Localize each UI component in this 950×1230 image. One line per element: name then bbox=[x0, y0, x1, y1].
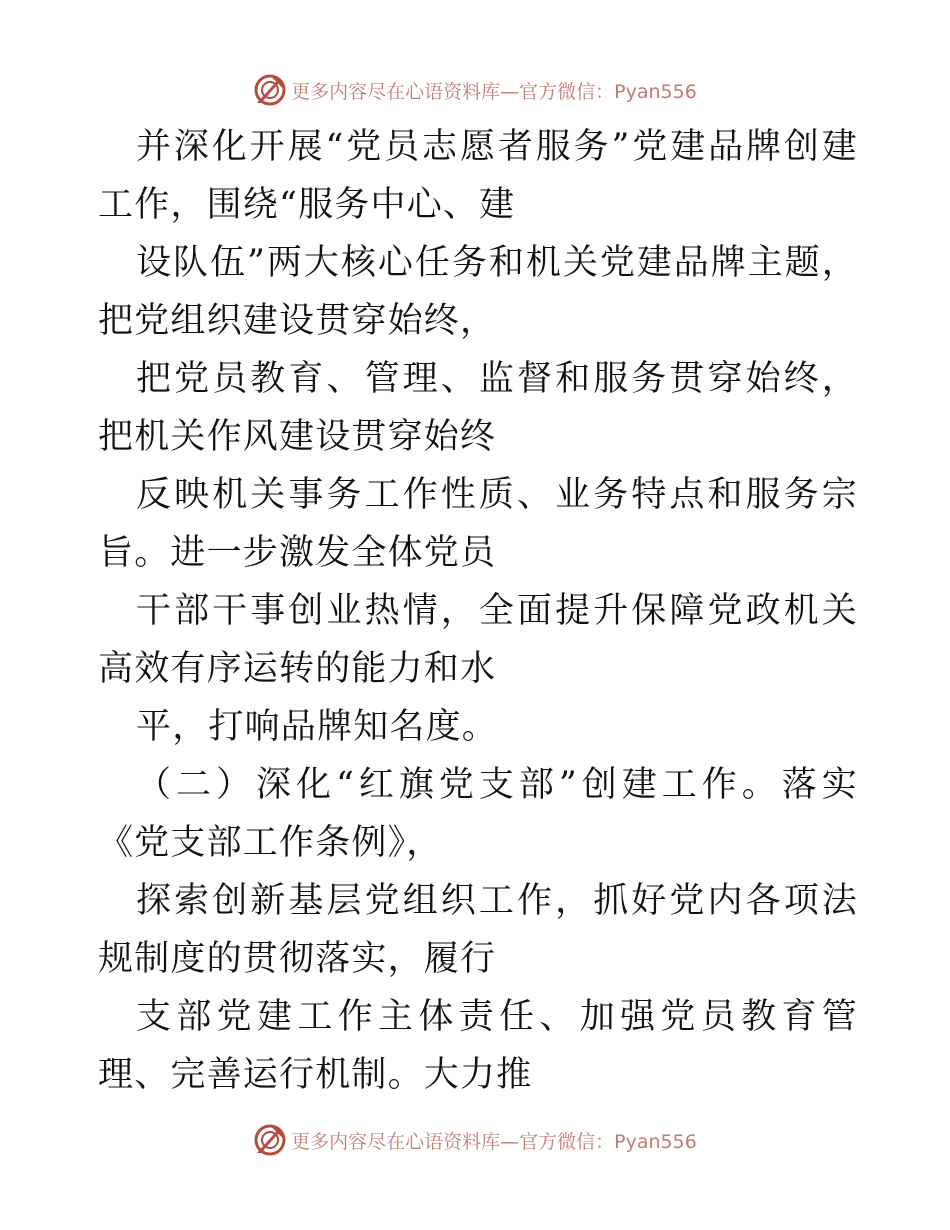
paragraph-6: 平，打响品牌知名度。 bbox=[136, 707, 499, 747]
paragraph-9: 支部党建工作主体责任、加强党员教育管理、完善运行机制。大力推 bbox=[98, 997, 858, 1095]
paragraph-1: 并深化开展“党员志愿者服务”党建品牌创建工作，围绕“服务中心、建 bbox=[98, 127, 858, 225]
paragraph-7: （二）深化“红旗党支部”创建工作。落实《党支部工作条例》， bbox=[98, 765, 858, 863]
header-watermark-text: 更多内容尽在心语资料库—官方微信：Pyan556 bbox=[291, 80, 697, 103]
paragraph-5: 干部干事创业热情，全面提升保障党政机关高效有序运转的能力和水 bbox=[98, 591, 858, 689]
quill-seal-icon bbox=[253, 1123, 287, 1157]
footer-watermark-banner bbox=[0, 1120, 950, 1160]
paragraph-3: 把党员教育、管理、监督和服务贯穿始终，把机关作风建设贯穿始终 bbox=[98, 359, 858, 457]
quill-seal-icon bbox=[253, 73, 287, 107]
document-body bbox=[98, 118, 858, 1104]
paragraph-4: 反映机关事务工作性质、业务特点和服务宗旨。进一步激发全体党员 bbox=[98, 475, 858, 573]
paragraph-8: 探索创新基层党组织工作，抓好党内各项法规制度的贯彻落实，履行 bbox=[98, 881, 858, 979]
paragraph-2: 设队伍”两大核心任务和机关党建品牌主题，把党组织建设贯穿始终， bbox=[98, 243, 858, 341]
header-watermark-banner bbox=[0, 70, 950, 110]
footer-watermark-text: 更多内容尽在心语资料库—官方微信：Pyan556 bbox=[291, 1130, 697, 1153]
